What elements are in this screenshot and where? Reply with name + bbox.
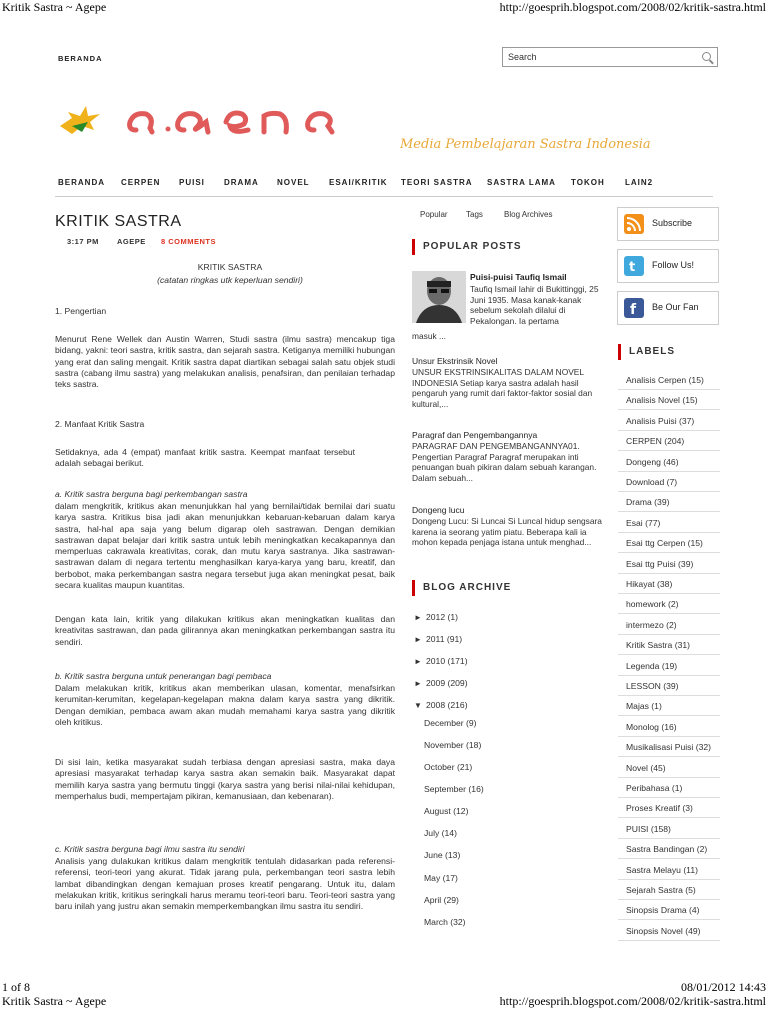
label-divider: [618, 858, 720, 859]
menu-item-esai-kritik[interactable]: ESAI/KRITIK: [329, 178, 388, 187]
label-divider: [618, 613, 720, 614]
archive-month[interactable]: March (32): [424, 917, 466, 927]
label-divider: [618, 389, 720, 390]
subsection-b-title: b. Kritik sastra berguna untuk penerangan bagi pembaca: [55, 671, 272, 681]
archive-month[interactable]: December (9): [424, 718, 477, 728]
post-subheading: (catatan ringkas utk keperluan sendiri): [157, 275, 303, 285]
label-divider: [618, 715, 720, 716]
label-link[interactable]: Hikayat (38): [626, 579, 673, 589]
label-link[interactable]: LESSON (39): [626, 681, 679, 691]
search-input[interactable]: [502, 47, 718, 67]
collapse-icon[interactable]: ▼: [414, 701, 422, 710]
print-header-title-2: Kritik Sastra ~ Agepe: [2, 994, 107, 1008]
label-divider: [618, 450, 720, 451]
label-link[interactable]: Analisis Novel (15): [626, 395, 698, 405]
menu-item-puisi[interactable]: PUISI: [179, 178, 205, 187]
label-link[interactable]: Proses Kreatif (3): [626, 803, 693, 813]
paragraph-a-2: Dengan kata lain, kritik yang dilakukan kritikus akan meningkatkan kualitas dan kreativitas sastrawan, dan pada gilirannya akan meningkatkan perkembangan sastra itu sendiri.: [55, 614, 395, 647]
label-divider: [618, 756, 720, 757]
section-heading-1: 1. Pengertian: [55, 306, 107, 316]
label-divider: [618, 634, 720, 635]
expand-icon[interactable]: ►: [414, 657, 422, 666]
tab-tags[interactable]: Tags: [466, 210, 483, 219]
archive-month[interactable]: November (18): [424, 740, 482, 750]
menu-item-cerpen[interactable]: CERPEN: [121, 178, 161, 187]
popular-post-title-1[interactable]: Puisi-puisi Taufiq Ismail: [470, 272, 567, 282]
archive-month[interactable]: September (16): [424, 784, 484, 794]
archive-month[interactable]: October (21): [424, 762, 473, 772]
menu-item-tokoh[interactable]: TOKOH: [571, 178, 605, 187]
menu-divider: [55, 196, 713, 197]
facebook-icon: [624, 298, 644, 318]
label-link[interactable]: homework (2): [626, 599, 679, 609]
label-divider: [618, 940, 720, 941]
label-link[interactable]: Sejarah Sastra (5): [626, 885, 696, 895]
label-divider: [618, 899, 720, 900]
label-divider: [618, 654, 720, 655]
expand-icon[interactable]: ►: [414, 613, 422, 622]
label-divider: [618, 593, 720, 594]
label-divider: [618, 471, 720, 472]
post-time[interactable]: 3:17 PM: [67, 237, 99, 246]
menu-item-sastra-lama[interactable]: SASTRA LAMA: [487, 178, 556, 187]
paragraph-b-1: Dalam melakukan kritik, kritikus akan memberikan ulasan, komentar, menafsirkan kerumitan-kerumitan, kegelapan-kegelapan makna dalam karya sastra yang dikritik. Dengan demikian, pembaca awam akan mudah memahami karya sastra yang dikritik oleh kritikus.: [55, 683, 395, 727]
popular-post-text-4: Dongeng Lucu: Si Luncai Si Luncal hidup sengsara karena ia seorang yatim piatu. Beberapa kali ia mohon kepada penjaga istana untuk menghad...: [412, 516, 602, 547]
label-link[interactable]: CERPEN (204): [626, 436, 685, 446]
expand-icon[interactable]: ►: [414, 635, 422, 644]
follow-button[interactable]: [617, 249, 719, 283]
archive-year-2009[interactable]: ► 2009 (209): [414, 678, 468, 688]
label-link[interactable]: Analisis Puisi (37): [626, 416, 695, 426]
menu-item-beranda[interactable]: BERANDA: [58, 178, 105, 187]
popular-post-thumbnail[interactable]: [412, 271, 466, 323]
label-divider: [618, 532, 720, 533]
archive-month[interactable]: April (29): [424, 895, 459, 905]
label-divider: [618, 430, 720, 431]
label-link[interactable]: Sinopsis Drama (4): [626, 905, 700, 915]
subscribe-button[interactable]: [617, 207, 719, 241]
label-link[interactable]: Sinopsis Novel (49): [626, 926, 701, 936]
print-header-url-2: http://goesprih.blogspot.com/2008/02/kritik-sastra.html: [499, 994, 766, 1008]
label-divider: [618, 736, 720, 737]
menu-item-lain2[interactable]: LAIN2: [625, 178, 654, 187]
label-link[interactable]: Monolog (16): [626, 722, 677, 732]
site-logo[interactable]: [58, 100, 388, 140]
archive-year-2008[interactable]: ▼ 2008 (216): [414, 700, 468, 710]
label-link[interactable]: Kritik Sastra (31): [626, 640, 690, 650]
popular-posts-heading: POPULAR POSTS: [412, 239, 522, 255]
paragraph-manfaat: Setidaknya, ada 4 (empat) manfaat kritik sastra. Keempat manfaat tersebut adalah sebagai berikut.: [55, 447, 355, 469]
label-divider: [618, 491, 720, 492]
label-divider: [618, 817, 720, 818]
tab-popular[interactable]: Popular: [420, 210, 448, 219]
archive-month[interactable]: July (14): [424, 828, 457, 838]
popular-post-text-1b: masuk ...: [412, 331, 446, 341]
archive-month[interactable]: June (13): [424, 850, 461, 860]
label-divider: [618, 409, 720, 410]
label-link[interactable]: Peribahasa (1): [626, 783, 683, 793]
search-icon[interactable]: [702, 52, 711, 61]
label-divider: [618, 797, 720, 798]
archive-month[interactable]: May (17): [424, 873, 458, 883]
menu-item-drama[interactable]: DRAMA: [224, 178, 259, 187]
popular-post-text-1a: Taufiq Ismail lahir di Bukittinggi, 25 Juni 1935. Masa kanak-kanak sebelum sekolah dilalui di Pekalongan. Ia pertama: [470, 284, 599, 326]
label-divider: [618, 879, 720, 880]
label-divider: [618, 573, 720, 574]
print-header-url: http://goesprih.blogspot.com/2008/02/kritik-sastra.html: [499, 0, 766, 14]
menu-item-novel[interactable]: NOVEL: [277, 178, 310, 187]
popular-post-text-3: PARAGRAF DAN PENGEMBANGANNYA01. Pengertian Paragraf Paragraf merupakan inti penuangan buah pikiran dalam sebuah karangan. Dalam sebuah...: [412, 441, 597, 483]
label-link[interactable]: Dongeng (46): [626, 457, 679, 467]
print-timestamp: 08/01/2012 14:43: [680, 980, 766, 994]
subscribe-label: Subscribe: [652, 218, 693, 228]
archive-year-2011[interactable]: ► 2011 (91): [414, 634, 463, 644]
archive-year-2010[interactable]: ► 2010 (171): [414, 656, 468, 666]
post-heading: KRITIK SASTRA: [197, 262, 263, 272]
popular-post-title-3[interactable]: Paragraf dan Pengembangannya: [412, 430, 538, 440]
menu-item-teori-sastra[interactable]: TEORI SASTRA: [401, 178, 473, 187]
archive-month[interactable]: August (12): [424, 806, 469, 816]
paragraph-a-1: dalam mengkritik, kritikus akan menunjukkan hal yang bernilai/tidak bernilai dari suatu karya sastra. Kritikus bisa jadi akan menunjukkan kebaruan-kebaruan dalam karya sastra, hal-hal apa saja yang belum digarap oleh sastrawan. Dengan demikian sastrawan dapat belajar dari kritik sastra untuk lebih meningkatkan kecakapannya dan memperluas cakrawala kreativitas, corak, dan mutu karya sastranya. Jika sastrawan-sastrawan dalam di negara tertentu menghasilkan karya-karya yang baru, kreatif, dan berbobot, maka perkembangan sastra negara tersebut juga akan meningkat pesat, baik secara kualitas maupun kuantitas.: [55, 501, 395, 591]
section-heading-2: 2. Manfaat Kritik Sastra: [55, 419, 145, 429]
archive-year-2012[interactable]: ► 2012 (1): [414, 612, 459, 622]
post-author[interactable]: AGEPE: [117, 237, 146, 246]
subsection-a-title: a. Kritik sastra berguna bagi perkembangan sastra: [55, 489, 248, 499]
label-link[interactable]: intermezo (2): [626, 620, 677, 630]
label-link[interactable]: Drama (39): [626, 497, 670, 507]
popular-post-text-2: UNSUR EKSTRINSIKALITAS DALAM NOVEL INDONESIA Setiap karya sastra adalah hasil pengaruh yang rumit dari faktor-faktor sosial dan kultural,...: [412, 367, 593, 409]
label-divider: [618, 552, 720, 553]
post-title[interactable]: KRITIK SASTRA: [55, 213, 182, 230]
paragraph-c-1: Analisis yang dulakukan kritikus dalam mengkritik tentulah didasarkan pada referensi-referensi, teori-teori yang akurat. Tidak jarang pula, perkembangan teori sastra lebih lambat dibandingkan dengan kemajuan proses kreatif pengarang. Untuk itu, dalam melakukan kritik, kritikus seringkali harus meramu teori-teori baru. Teori-teori sastra yang baru inilah yang justru akan semakin memperkembangkan ilmu sastra itu sendiri.: [55, 856, 395, 912]
label-link[interactable]: Novel (45): [626, 763, 666, 773]
svg-text:f: f: [630, 302, 637, 318]
label-divider: [618, 919, 720, 920]
label-link[interactable]: Esai ttg Puisi (39): [626, 559, 694, 569]
label-divider: [618, 777, 720, 778]
popular-post-title-4[interactable]: Dongeng lucu: [412, 505, 465, 515]
label-link[interactable]: Sastra Bandingan (2): [626, 844, 708, 854]
paragraph-b-2: Di sisi lain, ketika masyarakat sudah terbiasa dengan apresiasi sastra, maka daya apresiasi masyarakat terhadap karya sastra akan semakin baik. Masyarakat dapat memilih karya sastra yang bermutu tinggi (karya sastra yang berisi nilai-nilai kehidupan, memperhalus budi, mempertajam pikiran, kemanusiaan, dan kebenaran).: [55, 757, 395, 801]
label-link[interactable]: Musikalisasi Puisi (32): [626, 742, 712, 752]
subsection-c-title: c. Kritik sastra berguna bagi ilmu sastra itu sendiri: [55, 844, 245, 854]
site-tagline: Media Pembelajaran Sastra Indonesia: [400, 137, 651, 152]
label-link[interactable]: Download (7): [626, 477, 678, 487]
label-link[interactable]: PUISI (158): [626, 824, 671, 834]
print-page-number: 1 of 8: [2, 980, 30, 994]
label-link[interactable]: Legenda (19): [626, 661, 678, 671]
tab-blog-archives[interactable]: Blog Archives: [504, 210, 553, 219]
expand-icon[interactable]: ►: [414, 679, 422, 688]
paragraph-pengertian: Menurut Rene Wellek dan Austin Warren, Studi sastra (ilmu sastra) mencakup tiga bidang, yakni: teori sastra, kritik sastra, dan sejarah sastra. Ketiganya memiliki hubungan yang erat dan saling mengait. Kritik sastra dapat diartikan sebagai salah satu objek studi sastra (cabang ilmu sastra) yang melakukan analisis, penafsiran, dan penilaian terhadap teks sastra.: [55, 334, 395, 390]
label-divider: [618, 511, 720, 512]
twitter-icon: [624, 256, 644, 276]
svg-text:t: t: [629, 260, 636, 275]
label-link[interactable]: Esai (77): [626, 518, 661, 528]
post-comments-link[interactable]: 8 COMMENTS: [161, 237, 217, 246]
label-link[interactable]: Esai ttg Cerpen (15): [626, 538, 703, 548]
fan-label: Be Our Fan: [652, 302, 699, 312]
label-divider: [618, 838, 720, 839]
label-link[interactable]: Majas (1): [626, 701, 662, 711]
popular-post-title-2[interactable]: Unsur Ekstrinsik Novel: [412, 356, 498, 366]
follow-label: Follow Us!: [652, 260, 695, 270]
blog-archive-heading: BLOG ARCHIVE: [412, 580, 511, 596]
label-divider: [618, 695, 720, 696]
rss-icon: [624, 214, 644, 234]
print-header-title: Kritik Sastra ~ Agepe: [2, 0, 107, 14]
labels-heading: LABELS: [618, 344, 675, 360]
label-link[interactable]: Sastra Melayu (11): [626, 865, 698, 875]
top-home-link[interactable]: BERANDA: [58, 54, 103, 63]
search-value: Search: [508, 52, 537, 62]
label-link[interactable]: Analisis Cerpen (15): [626, 375, 704, 385]
fan-button[interactable]: [617, 291, 719, 325]
label-divider: [618, 675, 720, 676]
